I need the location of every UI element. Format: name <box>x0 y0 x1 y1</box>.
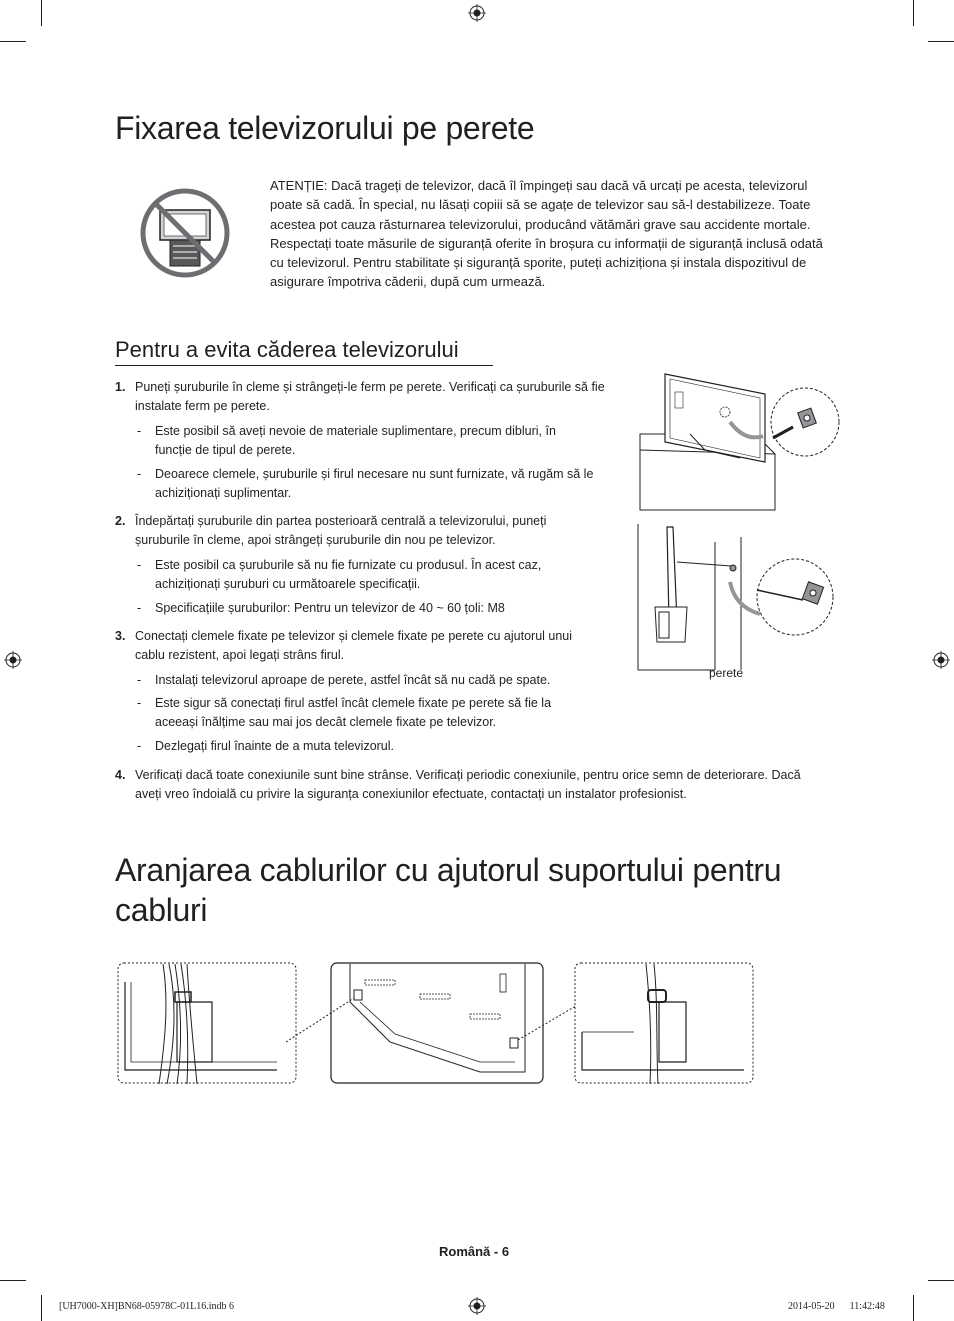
step-text: șuruburile în cleme, apoi strângeți șuruburile din nou pe televizor. <box>135 533 496 547</box>
bullet-text: Dezlegați firul înainte de a muta televizorul. <box>155 739 395 753</box>
registration-mark-icon <box>468 1297 486 1315</box>
cable-holder-closeup-illustration <box>574 962 754 1086</box>
dotted-connector-line <box>286 990 586 1050</box>
step-text: Verificați dacă toate conexiunile sunt bine strânse. Verificați periodic conexiunile, pentru orice semn de deteriorare. Dacă <box>135 768 801 782</box>
crop-mark <box>41 1295 42 1321</box>
bullet-text: achiziționați șuruburi cu următoarele specificații. <box>155 577 421 591</box>
step-number: 1. <box>115 380 126 394</box>
footer-timestamp: 2014-05-20 11:42:48 <box>788 1301 885 1312</box>
bullet-dash: - <box>137 739 142 753</box>
crop-mark <box>0 41 26 42</box>
cable-holder-closeup-illustration <box>117 962 297 1086</box>
step-number: 3. <box>115 629 126 643</box>
bullet-text: Instalați televizorul aproape de perete, astfel încât să nu cadă pe spate. <box>155 673 551 687</box>
section-title-line: cabluri <box>115 892 208 928</box>
subsection-underline <box>115 365 493 366</box>
tv-clamp-illustration <box>635 372 840 514</box>
crop-mark <box>0 1280 26 1281</box>
step-text: Îndepărtați șuruburile din partea posterioară centrală a televizorului, puneți <box>135 514 547 528</box>
wall-side-view-illustration <box>635 522 840 672</box>
step-text: aveți vreo îndoială cu privire la siguranța conexiunilor efectuate, contactați un instalator profesionist. <box>135 787 687 801</box>
step-text: instalate ferm pe perete. <box>135 399 270 413</box>
bullet-dash: - <box>137 673 142 687</box>
bullet-text: Este posibil să aveți nevoie de materiale suplimentare, precum dibluri, în <box>155 424 556 438</box>
subsection-title: Pentru a evita căderea televizorului <box>115 337 459 362</box>
step-number: 2. <box>115 514 126 528</box>
section-title: Fixarea televizorului pe perete <box>115 110 535 146</box>
bullet-text: aceeași înălțime sau mai jos decât clemele fixate pe televizor. <box>155 715 497 729</box>
bullet-dash: - <box>137 467 142 481</box>
registration-mark-icon <box>468 4 486 22</box>
section-title-line: Aranjarea cablurilor cu ajutorul suportului pentru <box>115 852 782 888</box>
crop-mark <box>913 1295 914 1321</box>
bullet-dash: - <box>137 558 142 572</box>
figure-label-wall: perete <box>709 666 744 680</box>
no-climbing-warning-icon <box>140 188 230 278</box>
bullet-text: Este sigur să conectați firul astfel încât clemele fixate pe perete să fie la <box>155 696 552 710</box>
bullet-text: funcție de tipul de perete. <box>155 443 296 457</box>
registration-mark-icon <box>4 651 22 669</box>
bullet-text: achiziționați suplimentar. <box>155 486 292 500</box>
crop-mark <box>913 0 914 26</box>
bullet-dash: - <box>137 424 142 438</box>
crop-mark <box>928 41 954 42</box>
registration-mark-icon <box>932 651 950 669</box>
footer-filename: [UH7000-XH]BN68-05978C-01L16.indb 6 <box>59 1301 234 1312</box>
step-text: cablu rezistent, apoi legați strâns firul. <box>135 648 345 662</box>
step-text: Puneți șuruburile în cleme și strângeți-le ferm pe perete. Verificați ca șuruburile să fie <box>135 380 605 394</box>
warning-text: ATENȚIE: Dacă trageți de televizor, dacă îl împingeți sau dacă vă urcați pe acesta, televizorul poate să cadă. În special, nu lăsați copiii să se agațe de televizor sau să-l destabilizeze. Toate acestea pot cauza răsturnarea televizorului, producând vătămări grave sau accidente mortale. Respectați toate măsurile de siguranță oferite în broșura cu informații de siguranță inclusă odată cu televizorul. Pentru stabilitate și siguranță sporite, puteți achiziționa și instala dispozitivul de asigurare împotriva căderii, după cum urmează. <box>270 178 823 290</box>
bullet-text: Deoarece clemele, șuruburile și firul necesare nu sunt furnizate, vă rugăm să le <box>155 467 594 481</box>
crop-mark <box>928 1280 954 1281</box>
bullet-dash: - <box>137 601 142 615</box>
bullet-text: Este posibil ca șuruburile să nu fie furnizate cu produsul. În acest caz, <box>155 558 542 572</box>
page-number: Română - 6 <box>439 1244 510 1259</box>
step-number: 4. <box>115 768 126 782</box>
bullet-dash: - <box>137 696 142 710</box>
section-title <box>115 850 781 930</box>
step-text: Conectați clemele fixate pe televizor și clemele fixate pe perete cu ajutorul unui <box>135 629 573 643</box>
crop-mark <box>41 0 42 26</box>
bullet-text: Specificațiile șuruburilor: Pentru un televizor de 40 ~ 60 țoli: M8 <box>155 601 505 615</box>
